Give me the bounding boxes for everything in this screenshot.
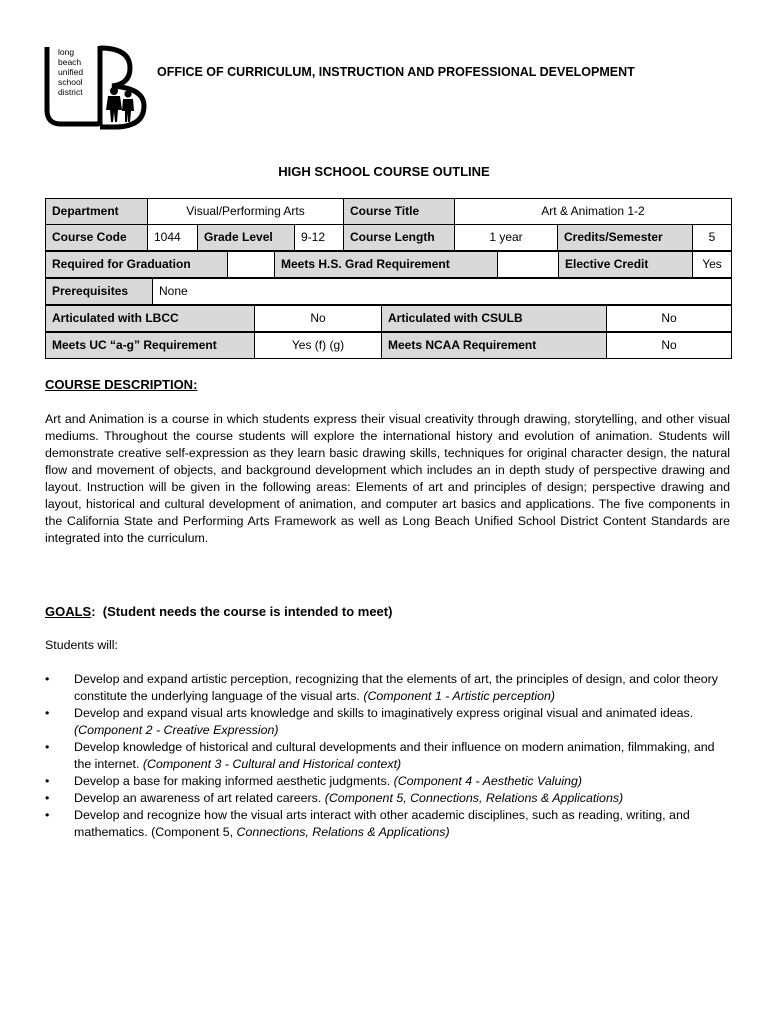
bullet-icon: •	[45, 672, 50, 686]
bullet-icon: •	[45, 706, 50, 720]
goals-list	[45, 671, 735, 841]
course-title-value: Art & Animation 1-2	[455, 199, 732, 225]
lbcc-label: Articulated with LBCC	[46, 306, 255, 332]
meets-hs-value	[498, 252, 559, 278]
table-row	[46, 333, 732, 359]
lbcc-value: No	[255, 306, 382, 332]
course-info-table-row2	[45, 224, 732, 251]
credits-value: 5	[693, 225, 732, 251]
csulb-label: Articulated with CSULB	[382, 306, 607, 332]
table-row	[46, 306, 732, 332]
csulb-value: No	[607, 306, 732, 332]
course-length-value: 1 year	[455, 225, 558, 251]
goals-subheading: (Student needs the course is intended to meet)	[102, 604, 393, 619]
course-length-label: Course Length	[344, 225, 455, 251]
prerequisites-label: Prerequisites	[46, 279, 153, 305]
list-item: • Develop knowledge of historical and cultural developments and their influence on modern animation, filmmaking, and the internet. (Component 3 - Cultural and Historical context)	[45, 740, 715, 771]
students-will: Students will:	[45, 638, 119, 652]
grade-level-value: 9-12	[295, 225, 344, 251]
prerequisites-value: None	[153, 279, 732, 305]
list-item: • Develop and recognize how the visual arts interact with other academic disciplines, such as reading, writing, and mathematics. (Component 5, Connections, Relations & Applications)	[45, 808, 690, 839]
list-item: • Develop an awareness of art related careers. (Component 5, Connections, Relations & Applications)	[45, 791, 624, 805]
course-code-label: Course Code	[46, 225, 148, 251]
bullet-icon: •	[45, 808, 50, 822]
bullet-icon: •	[45, 774, 50, 788]
uc-label: Meets UC “a-g” Requirement	[46, 333, 255, 359]
course-title-label: Course Title	[344, 199, 455, 225]
course-info-table-row6	[45, 332, 732, 359]
course-info-table-row4	[45, 278, 732, 305]
table-row	[46, 199, 732, 225]
department-label: Department	[46, 199, 148, 225]
grade-level-label: Grade Level	[198, 225, 295, 251]
elective-value: Yes	[693, 252, 732, 278]
meets-hs-label: Meets H.S. Grad Requirement	[275, 252, 498, 278]
bullet-icon: •	[45, 791, 50, 805]
required-label: Required for Graduation	[46, 252, 228, 278]
list-item: • Develop a base for making informed aesthetic judgments. (Component 4 - Aesthetic Valuing)	[45, 774, 583, 788]
table-row	[46, 252, 732, 278]
logo-text: long beach unified school district	[58, 47, 84, 97]
logo-mark	[0, 0, 1, 1]
ncaa-label: Meets NCAA Requirement	[382, 333, 607, 359]
course-info-table	[45, 198, 732, 225]
list-item: • Develop and expand visual arts knowledge and skills to imaginatively express original visual and animated ideas. (Component 2 - Creative Expression)	[45, 706, 694, 737]
office-title: OFFICE OF CURRICULUM, INSTRUCTION AND PROFESSIONAL DEVELOPMENT	[157, 65, 635, 79]
goals-heading: GOALS: (Student needs the course is intended to meet)	[45, 604, 393, 619]
ncaa-value: No	[607, 333, 732, 359]
uc-value: Yes (f) (g)	[255, 333, 382, 359]
outline-title: HIGH SCHOOL COURSE OUTLINE	[278, 164, 490, 179]
course-code-value: 1044	[148, 225, 198, 251]
bullet-icon: •	[45, 740, 50, 754]
course-description-body: Art and Animation is a course in which students express their visual creativity through drawing, storytelling, and other visual mediums. Throughout the course students will explore the international history and evolution of animation. Students will demonstrate creative self-expression as they learn basic drawing skills, techniques for original character design, the natural flow and movement of objects, and background development which includes an in depth study of perspective drawing and layout. Instruction will be given in the following areas: Elements of art and principles of design; perspective drawing and layout, historical and cultural development of animation, and computer art basics and applications. The five components in the California State and Performing Arts Framework as well as Long Beach Unified School District Content Standards are integrated into the curriculum.	[45, 412, 730, 545]
required-value	[228, 252, 275, 278]
course-description-heading: COURSE DESCRIPTION:	[45, 377, 198, 392]
department-value: Visual/Performing Arts	[148, 199, 344, 225]
course-info-table-row3	[45, 251, 732, 278]
elective-label: Elective Credit	[559, 252, 693, 278]
list-item: • Develop and expand artistic perception, recognizing that the elements of art, the principles of design, and color theory constitute the underlying language of the visual arts. (Component 1 - Artistic perception)	[45, 672, 719, 703]
credits-label: Credits/Semester	[558, 225, 693, 251]
table-row	[46, 279, 732, 305]
course-info-table-row5	[45, 305, 732, 332]
table-row	[46, 225, 732, 251]
